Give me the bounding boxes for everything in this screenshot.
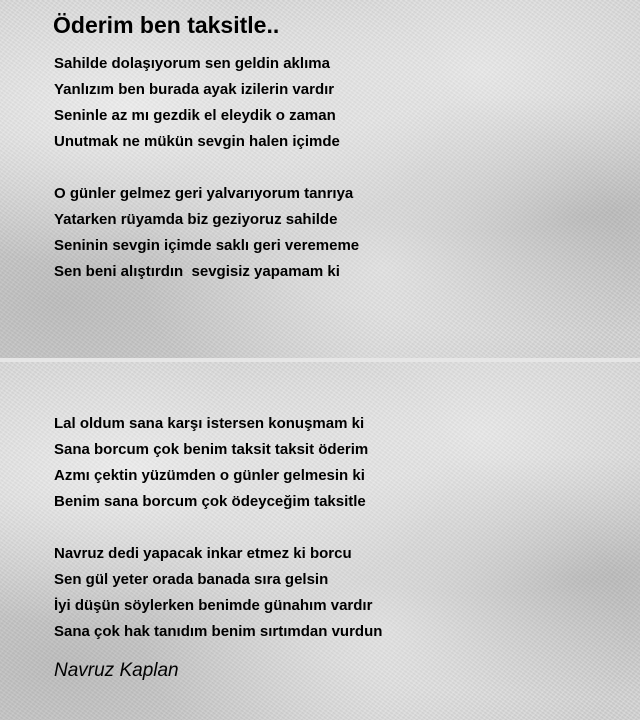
stanza-1: [54, 51, 340, 155]
poem-line: Benim sana borcum çok ödeyceğim taksitle: [54, 493, 366, 510]
poem-line: Sen beni alıştırdın sevgisiz yapamam ki: [54, 263, 340, 280]
poem-line: Sahilde dolaşıyorum sen geldin aklıma: [54, 55, 330, 72]
poem-line: Sana çok hak tanıdım benim sırtımdan vurdun: [54, 623, 383, 640]
poem-line: Yatarken rüyamda biz geziyoruz sahilde: [54, 211, 338, 228]
poem-line: Navruz dedi yapacak inkar etmez ki borcu: [54, 545, 352, 562]
stanza-2: [54, 181, 359, 285]
stanza-4: [54, 541, 382, 645]
poem-line: Sen gül yeter orada banada sıra gelsin: [54, 571, 329, 588]
poem-line: Yanlızım ben burada ayak izilerin vardır: [54, 81, 335, 98]
poem-line: O günler gelmez geri yalvarıyorum tanrıya: [54, 185, 354, 202]
poem-line: Lal oldum sana karşı istersen konuşmam ki: [54, 415, 365, 432]
stanza-3: [54, 411, 368, 515]
poem-line: Seninin sevgin içimde saklı geri verememe: [54, 237, 360, 254]
poem-line: Sana borcum çok benim taksit taksit öderim: [54, 441, 369, 458]
poem-line: Azmı çektin yüzümden o günler gelmesin ki: [54, 467, 365, 484]
poem-line: Seninle az mı gezdik el eleydik o zaman: [54, 107, 336, 124]
poem-line: Unutmak ne mükün sevgin halen içimde: [54, 133, 340, 150]
poem-author: Navruz Kaplan: [54, 660, 179, 681]
poem-title: Öderim ben taksitle..: [53, 12, 280, 38]
poem-line: İyi düşün söylerken benimde günahım vardır: [54, 597, 373, 614]
